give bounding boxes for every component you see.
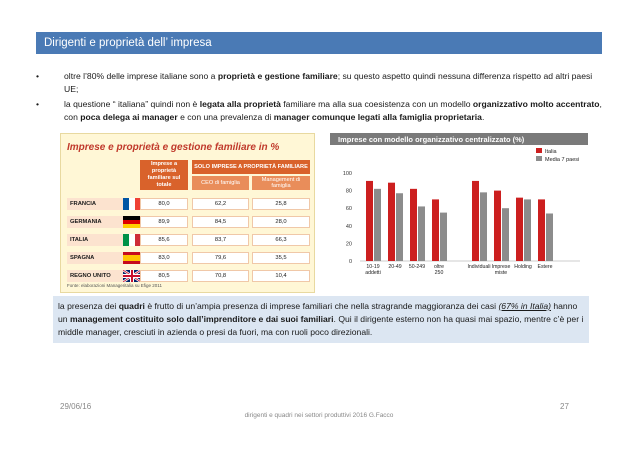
summary-box [53, 296, 589, 343]
table-cell-v1: 83,0 [140, 252, 188, 264]
y-tick-label: 100 [342, 171, 352, 177]
bar-italia [472, 181, 479, 261]
flag-es-icon [123, 252, 141, 264]
table-cell-v3: 66,3 [252, 234, 310, 246]
bullet-item [36, 70, 602, 95]
x-tick-label: addetti [365, 270, 381, 276]
footer-date: 29/06/16 [60, 402, 92, 411]
x-tick-label: Imprese [491, 264, 511, 270]
bullet-text-segment: , con [64, 99, 602, 122]
table-cell-v1: 85,6 [140, 234, 188, 246]
country-name: FRANCIA [67, 198, 123, 210]
bar-media [502, 208, 509, 261]
bar-italia [410, 189, 417, 261]
chart-panel [330, 133, 588, 293]
table-row [67, 250, 310, 266]
bullet-text-segment: la questione “ italiana” quindi non è [64, 99, 200, 109]
table-cell-v3: 10,4 [252, 270, 310, 282]
bar-media [396, 193, 403, 261]
y-tick-label: 40 [345, 223, 352, 230]
table-cell-v1: 80,0 [140, 198, 188, 210]
x-tick-label: miste [494, 270, 508, 276]
country-name: GERMANIA [67, 216, 123, 228]
bar-media [418, 206, 425, 261]
flag-fr-icon [123, 198, 141, 210]
chart-title: Imprese con modello organizzativo centralizzato (%) [338, 135, 525, 144]
bullet-text-segment: proprietà e gestione familiare [217, 71, 338, 81]
bullet-text-segment: familiare ma alla sua coesistenza con un modello [280, 99, 473, 109]
footer-caption: dirigenti e quadri nei settori produttivi 2016 G.Facco [244, 412, 394, 419]
flag-de-icon [123, 216, 141, 228]
table-title: Imprese e proprietà e gestione familiare in % [67, 142, 280, 153]
bullet-text-segment: poca delega ai manager [80, 111, 178, 122]
table-col1-header: Imprese a proprietà familiare sul totale [140, 160, 188, 190]
bar-italia [494, 191, 501, 261]
table-cell-v2: 79,6 [192, 252, 249, 264]
y-tick-label: 20 [345, 241, 352, 248]
summary-text-segment: (67% in Italia) [498, 301, 551, 311]
summary-text-segment: hanno un [58, 301, 578, 324]
table-cell-v2: 62,2 [192, 198, 249, 210]
summary-text-segment: management costituito solo dall’imprenditore e dai suoi familiari [69, 314, 334, 324]
bar-italia [538, 199, 545, 261]
summary-text-segment: la presenza dei [58, 301, 119, 311]
bullet-text-segment: ; su questo aspetto quindi nessuna differenza rispetto ad altri paesi UE; [64, 71, 593, 94]
bar-italia [366, 181, 373, 261]
bar-media [524, 199, 531, 261]
table-sub-header-ceo: CEO di famiglia [192, 176, 249, 190]
table-row [67, 196, 310, 212]
legend-swatch [536, 156, 542, 161]
bar-italia [388, 183, 395, 261]
table-group-header: SOLO IMPRESE A PROPRIETÀ FAMILIARE [192, 160, 310, 174]
ownership-table [60, 133, 315, 293]
summary-text-segment: è frutto di un’ampia presenza di imprese familiari che nella stragrande maggioranza dei casi [144, 301, 499, 311]
bar-media [546, 213, 553, 261]
legend-swatch [536, 148, 542, 153]
flag-uk-icon [123, 270, 141, 282]
table-row [67, 214, 310, 230]
legend-label: Media 7 paesi [545, 157, 580, 163]
x-tick-label: Individuali [467, 264, 491, 270]
bullet-text-segment: organizzativo molto accentrato [472, 99, 600, 109]
x-tick-label: 50-249 [408, 264, 426, 270]
x-tick-label: Estere [537, 264, 553, 270]
table-cell-v2: 70,8 [192, 270, 249, 282]
country-name: SPAGNA [67, 252, 123, 264]
table-sub-header-management: Management di famiglia [252, 176, 310, 190]
flag-it-icon [123, 234, 141, 246]
bullet-dot: • [36, 71, 40, 81]
bar-chart [330, 133, 588, 293]
bullet-text-segment: legata alla proprietà [199, 99, 281, 109]
bullet-text-segment: manager comunque legati alla famiglia proprietaria [273, 111, 482, 122]
bar-italia [516, 198, 523, 261]
table-cell-v3: 28,0 [252, 216, 310, 228]
bullet-text-segment: oltre l’80% delle imprese italiane sono a [64, 71, 218, 81]
table-cell-v1: 80,5 [140, 270, 188, 282]
table-cell-v3: 25,8 [252, 198, 310, 210]
x-tick-label: 250 [434, 270, 444, 276]
bar-media [440, 213, 447, 261]
bullet-dot: • [36, 99, 40, 109]
x-tick-label: oltre [433, 264, 445, 270]
x-tick-label: 10-19 [366, 264, 380, 270]
summary-text-segment: quadri [118, 301, 145, 311]
table-row [67, 268, 310, 284]
y-tick-label: 80 [345, 188, 352, 195]
bar-italia [432, 199, 439, 261]
table-source-note: Fonte: elaborazioni Manageritalia su Efige 2011 [67, 283, 162, 288]
legend-label: Italia [545, 149, 557, 155]
bar-media [374, 189, 381, 261]
table-cell-v3: 35,5 [252, 252, 310, 264]
page-number: 27 [560, 402, 569, 411]
table-row [67, 232, 310, 248]
table-cell-v2: 83,7 [192, 234, 249, 246]
bullet-list [36, 70, 602, 126]
country-name: ITALIA [67, 234, 123, 246]
summary-text-segment: . Qui il dirigente esterno non ha quasi mai spazio, mentre c’è per i middle manager, cresciuti in azienda o presi da fuori, ma con ruoli poco direzionali. [58, 314, 584, 337]
y-tick-label: 0 [348, 259, 352, 265]
table-cell-v1: 89,9 [140, 216, 188, 228]
slide-title: Dirigenti e proprietà dell’ impresa [36, 32, 602, 54]
y-tick-label: 60 [345, 206, 352, 213]
x-tick-label: 20-49 [388, 264, 402, 270]
country-name: REGNO UNITO [67, 270, 123, 282]
x-tick-label: Holding [514, 264, 532, 270]
bullet-text-segment: e con una prevalenza di [177, 111, 274, 122]
bar-media [480, 192, 487, 261]
bullet-item [36, 98, 602, 123]
bullet-text-segment: . [481, 111, 485, 122]
table-cell-v2: 84,5 [192, 216, 249, 228]
